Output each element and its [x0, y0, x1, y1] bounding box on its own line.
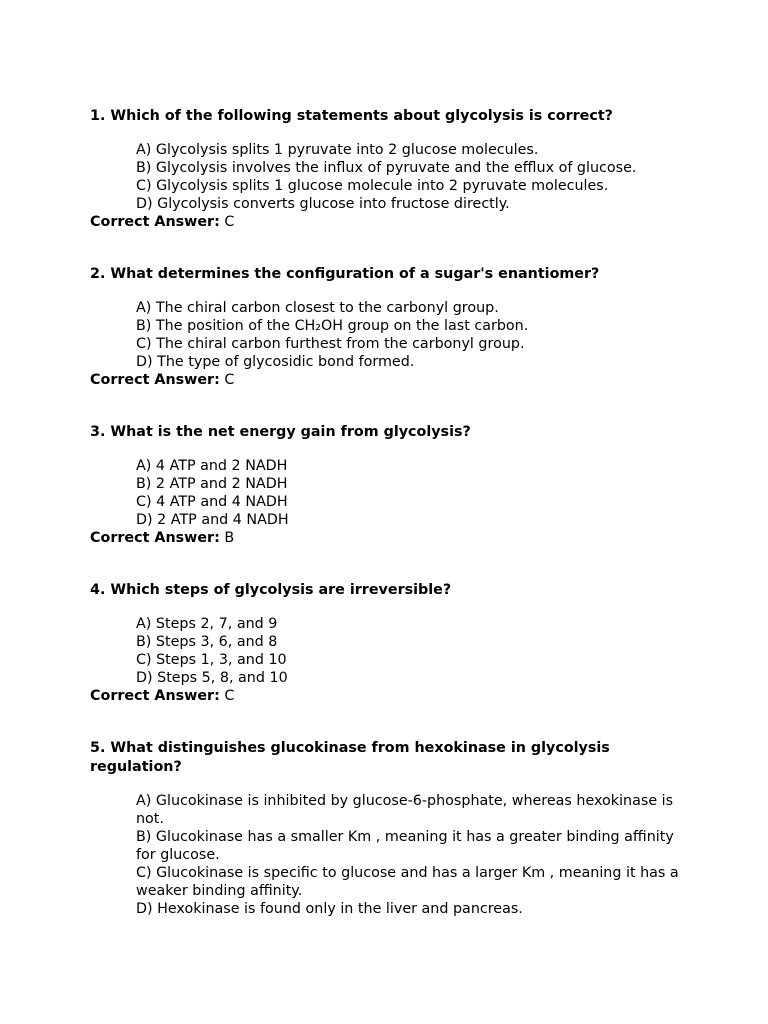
- correct-answer: [90, 371, 680, 389]
- correct-answer-label: Correct Answer:: [90, 530, 220, 546]
- question-text: 3. What is the net energy gain from glycolysis?: [90, 424, 471, 440]
- correct-answer: [90, 529, 680, 547]
- question-text: 2. What determines the configuration of a sugar's enantiomer?: [90, 266, 600, 282]
- options-list: [136, 615, 680, 687]
- option-a: A) Glycolysis splits 1 pyruvate into 2 glucose molecules.: [136, 142, 539, 158]
- correct-answer-value: C: [224, 214, 235, 230]
- option-b: B) Glycolysis involves the influx of pyruvate and the efflux of glucose.: [136, 160, 637, 176]
- options-list: [136, 792, 680, 918]
- correct-answer-label: Correct Answer:: [90, 688, 220, 704]
- option-d: D) Steps 5, 8, and 10: [136, 670, 288, 686]
- correct-answer-value: B: [224, 530, 235, 546]
- option-b: B) Steps 3, 6, and 8: [136, 634, 278, 650]
- question-1: [90, 107, 680, 231]
- option-c: C) 4 ATP and 4 NADH: [136, 494, 288, 510]
- question-text: 5. What distinguishes glucokinase from hexokinase in glycolysis regulation?: [90, 740, 610, 775]
- question-5: [90, 739, 680, 918]
- option-b: B) Glucokinase has a smaller Km , meaning it has a greater binding affinity for glucose.: [136, 829, 674, 863]
- option-d: D) 2 ATP and 4 NADH: [136, 512, 289, 528]
- options-list: [136, 299, 680, 371]
- question-2: [90, 265, 680, 389]
- correct-answer-label: Correct Answer:: [90, 372, 220, 388]
- option-b: B) 2 ATP and 2 NADH: [136, 476, 288, 492]
- correct-answer-value: C: [224, 372, 235, 388]
- option-a: A) 4 ATP and 2 NADH: [136, 458, 288, 474]
- correct-answer-label: Correct Answer:: [90, 214, 220, 230]
- option-b: B) The position of the CH₂OH group on the last carbon.: [136, 318, 529, 334]
- option-a: A) The chiral carbon closest to the carbonyl group.: [136, 300, 499, 316]
- option-d: D) The type of glycosidic bond formed.: [136, 354, 415, 370]
- option-c: C) Glycolysis splits 1 glucose molecule into 2 pyruvate molecules.: [136, 178, 609, 194]
- option-c: C) Glucokinase is specific to glucose and has a larger Km , meaning it has a weaker binding affinity.: [136, 865, 679, 899]
- option-a: A) Glucokinase is inhibited by glucose-6-phosphate, whereas hexokinase is not.: [136, 793, 674, 827]
- option-d: D) Glycolysis converts glucose into fructose directly.: [136, 196, 510, 212]
- correct-answer-value: C: [224, 688, 235, 704]
- option-c: C) Steps 1, 3, and 10: [136, 652, 287, 668]
- correct-answer: [90, 213, 680, 231]
- option-a: A) Steps 2, 7, and 9: [136, 616, 278, 632]
- correct-answer: [90, 687, 680, 705]
- option-d: D) Hexokinase is found only in the liver and pancreas.: [136, 901, 523, 917]
- question-text: 4. Which steps of glycolysis are irreversible?: [90, 582, 452, 598]
- options-list: [136, 457, 680, 529]
- question-3: [90, 423, 680, 547]
- quiz-page: [90, 107, 680, 952]
- options-list: [136, 141, 680, 213]
- option-c: C) The chiral carbon furthest from the carbonyl group.: [136, 336, 525, 352]
- question-4: [90, 581, 680, 705]
- question-text: 1. Which of the following statements about glycolysis is correct?: [90, 108, 613, 124]
